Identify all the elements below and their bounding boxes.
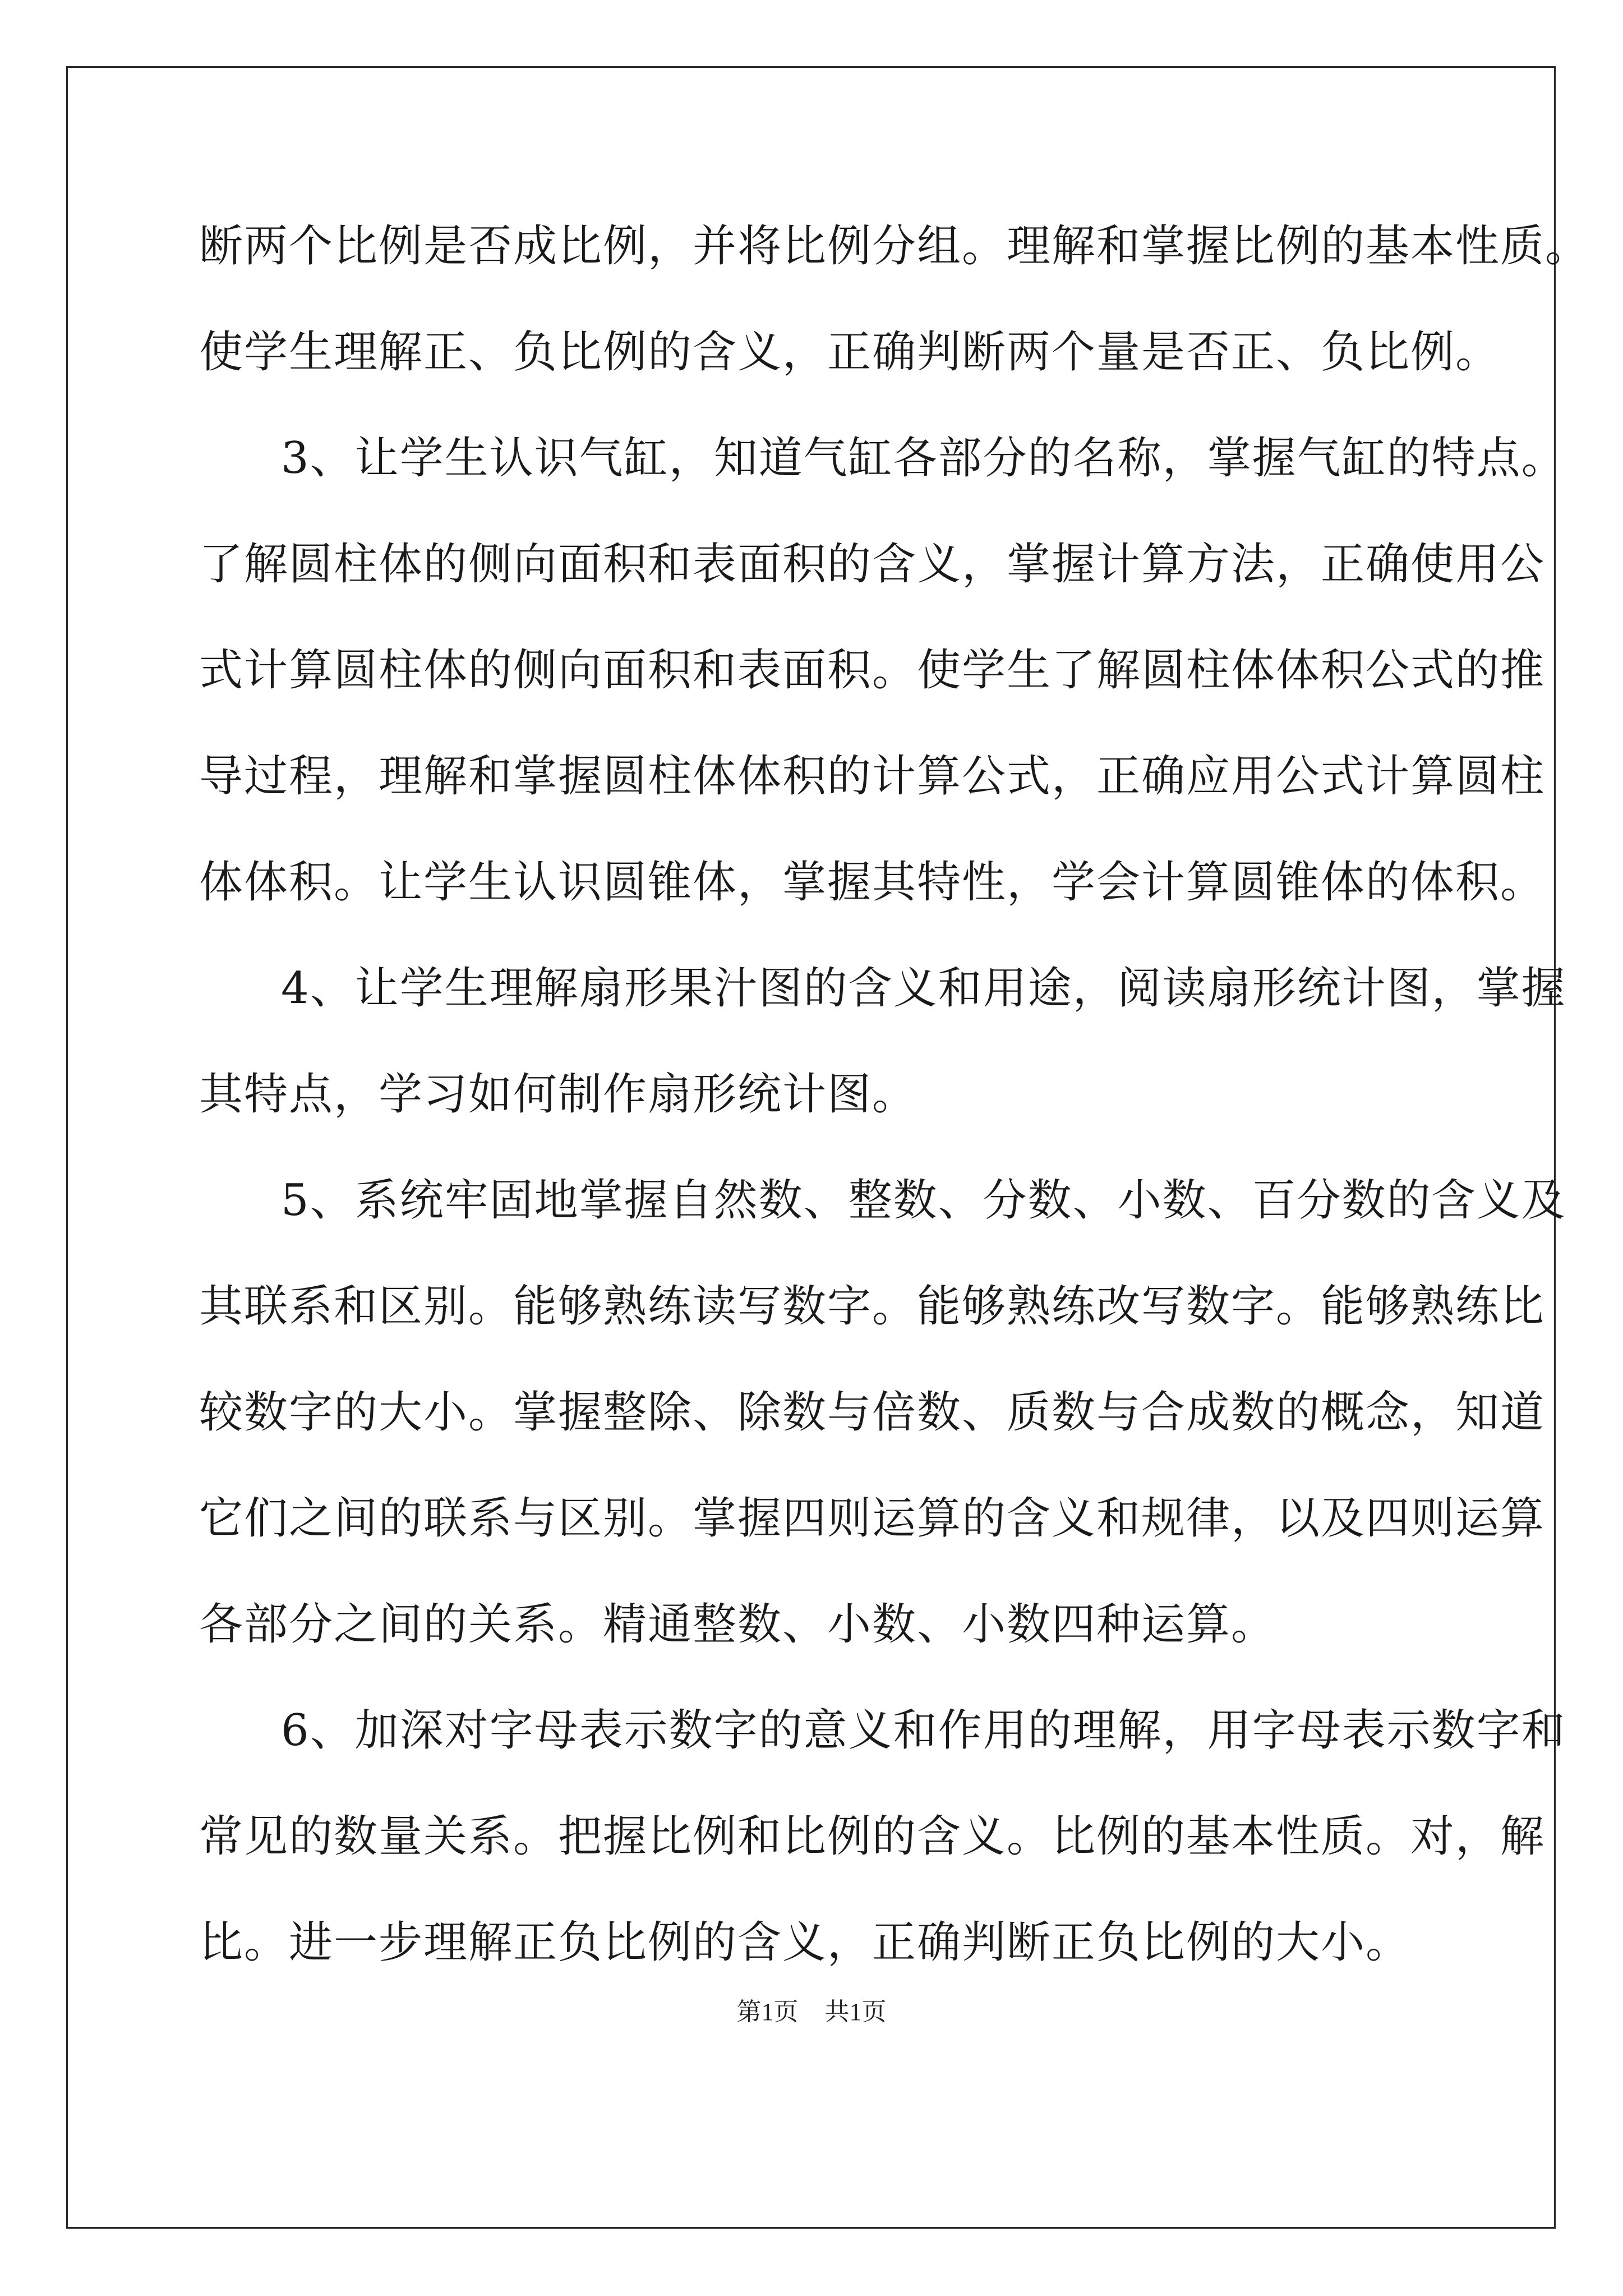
text-line: 各部分之间的关系。精通整数、小数、小数四种运算。 — [199, 1599, 1276, 1650]
paragraph-first-line: 4、让学生理解扇形果汁图的含义和用途，阅读扇形统计图，掌握 — [281, 963, 1566, 1014]
paragraph-first-line: 6、加深对字母表示数字的意义和作用的理解，用字母表示数字和 — [281, 1705, 1566, 1756]
text-line: 较数字的大小。掌握整除、除数与倍数、质数与合成数的概念，知道 — [199, 1387, 1546, 1438]
text-line: 导过程，理解和掌握圆柱体体积的计算公式，正确应用公式计算圆柱 — [199, 751, 1546, 802]
text-line: 体体积。让学生认识圆锥体，掌握其特性，学会计算圆锥体的体积。 — [199, 857, 1546, 908]
text-line: 其联系和区别。能够熟练读写数字。能够熟练改写数字。能够熟练比 — [199, 1281, 1546, 1332]
document-body — [199, 194, 1590, 1996]
text-line: 了解圆柱体的侧向面积和表面积的含义，掌握计算方法，正确使用公 — [199, 539, 1546, 590]
text-line: 比。进一步理解正负比例的含义，正确判断正负比例的大小。 — [199, 1917, 1411, 1968]
text-line: 断两个比例是否成比例，并将比例分组。理解和掌握比例的基本性质。 — [199, 221, 1590, 272]
page-number: 第1页 — [736, 1998, 799, 2026]
text-line: 使学生理解正、负比例的含义，正确判断两个量是否正、负比例。 — [199, 327, 1501, 378]
text-line: 其特点，学习如何制作扇形统计图。 — [199, 1069, 917, 1120]
text-line: 它们之间的联系与区别。掌握四则运算的含义和规律，以及四则运算 — [199, 1493, 1546, 1544]
paragraph-first-line: 3、让学生认识气缸，知道气缸各部分的名称，掌握气缸的特点。 — [281, 433, 1566, 484]
paragraph-first-line: 5、系统牢固地掌握自然数、整数、分数、小数、百分数的含义及 — [281, 1175, 1566, 1226]
text-line: 常见的数量关系。把握比例和比例的含义。比例的基本性质。对，解 — [199, 1811, 1546, 1862]
page-total: 共1页 — [824, 1998, 887, 2026]
page-footer — [0, 1991, 1623, 2027]
text-line: 式计算圆柱体的侧向面积和表面积。使学生了解圆柱体体积公式的推 — [199, 645, 1546, 696]
